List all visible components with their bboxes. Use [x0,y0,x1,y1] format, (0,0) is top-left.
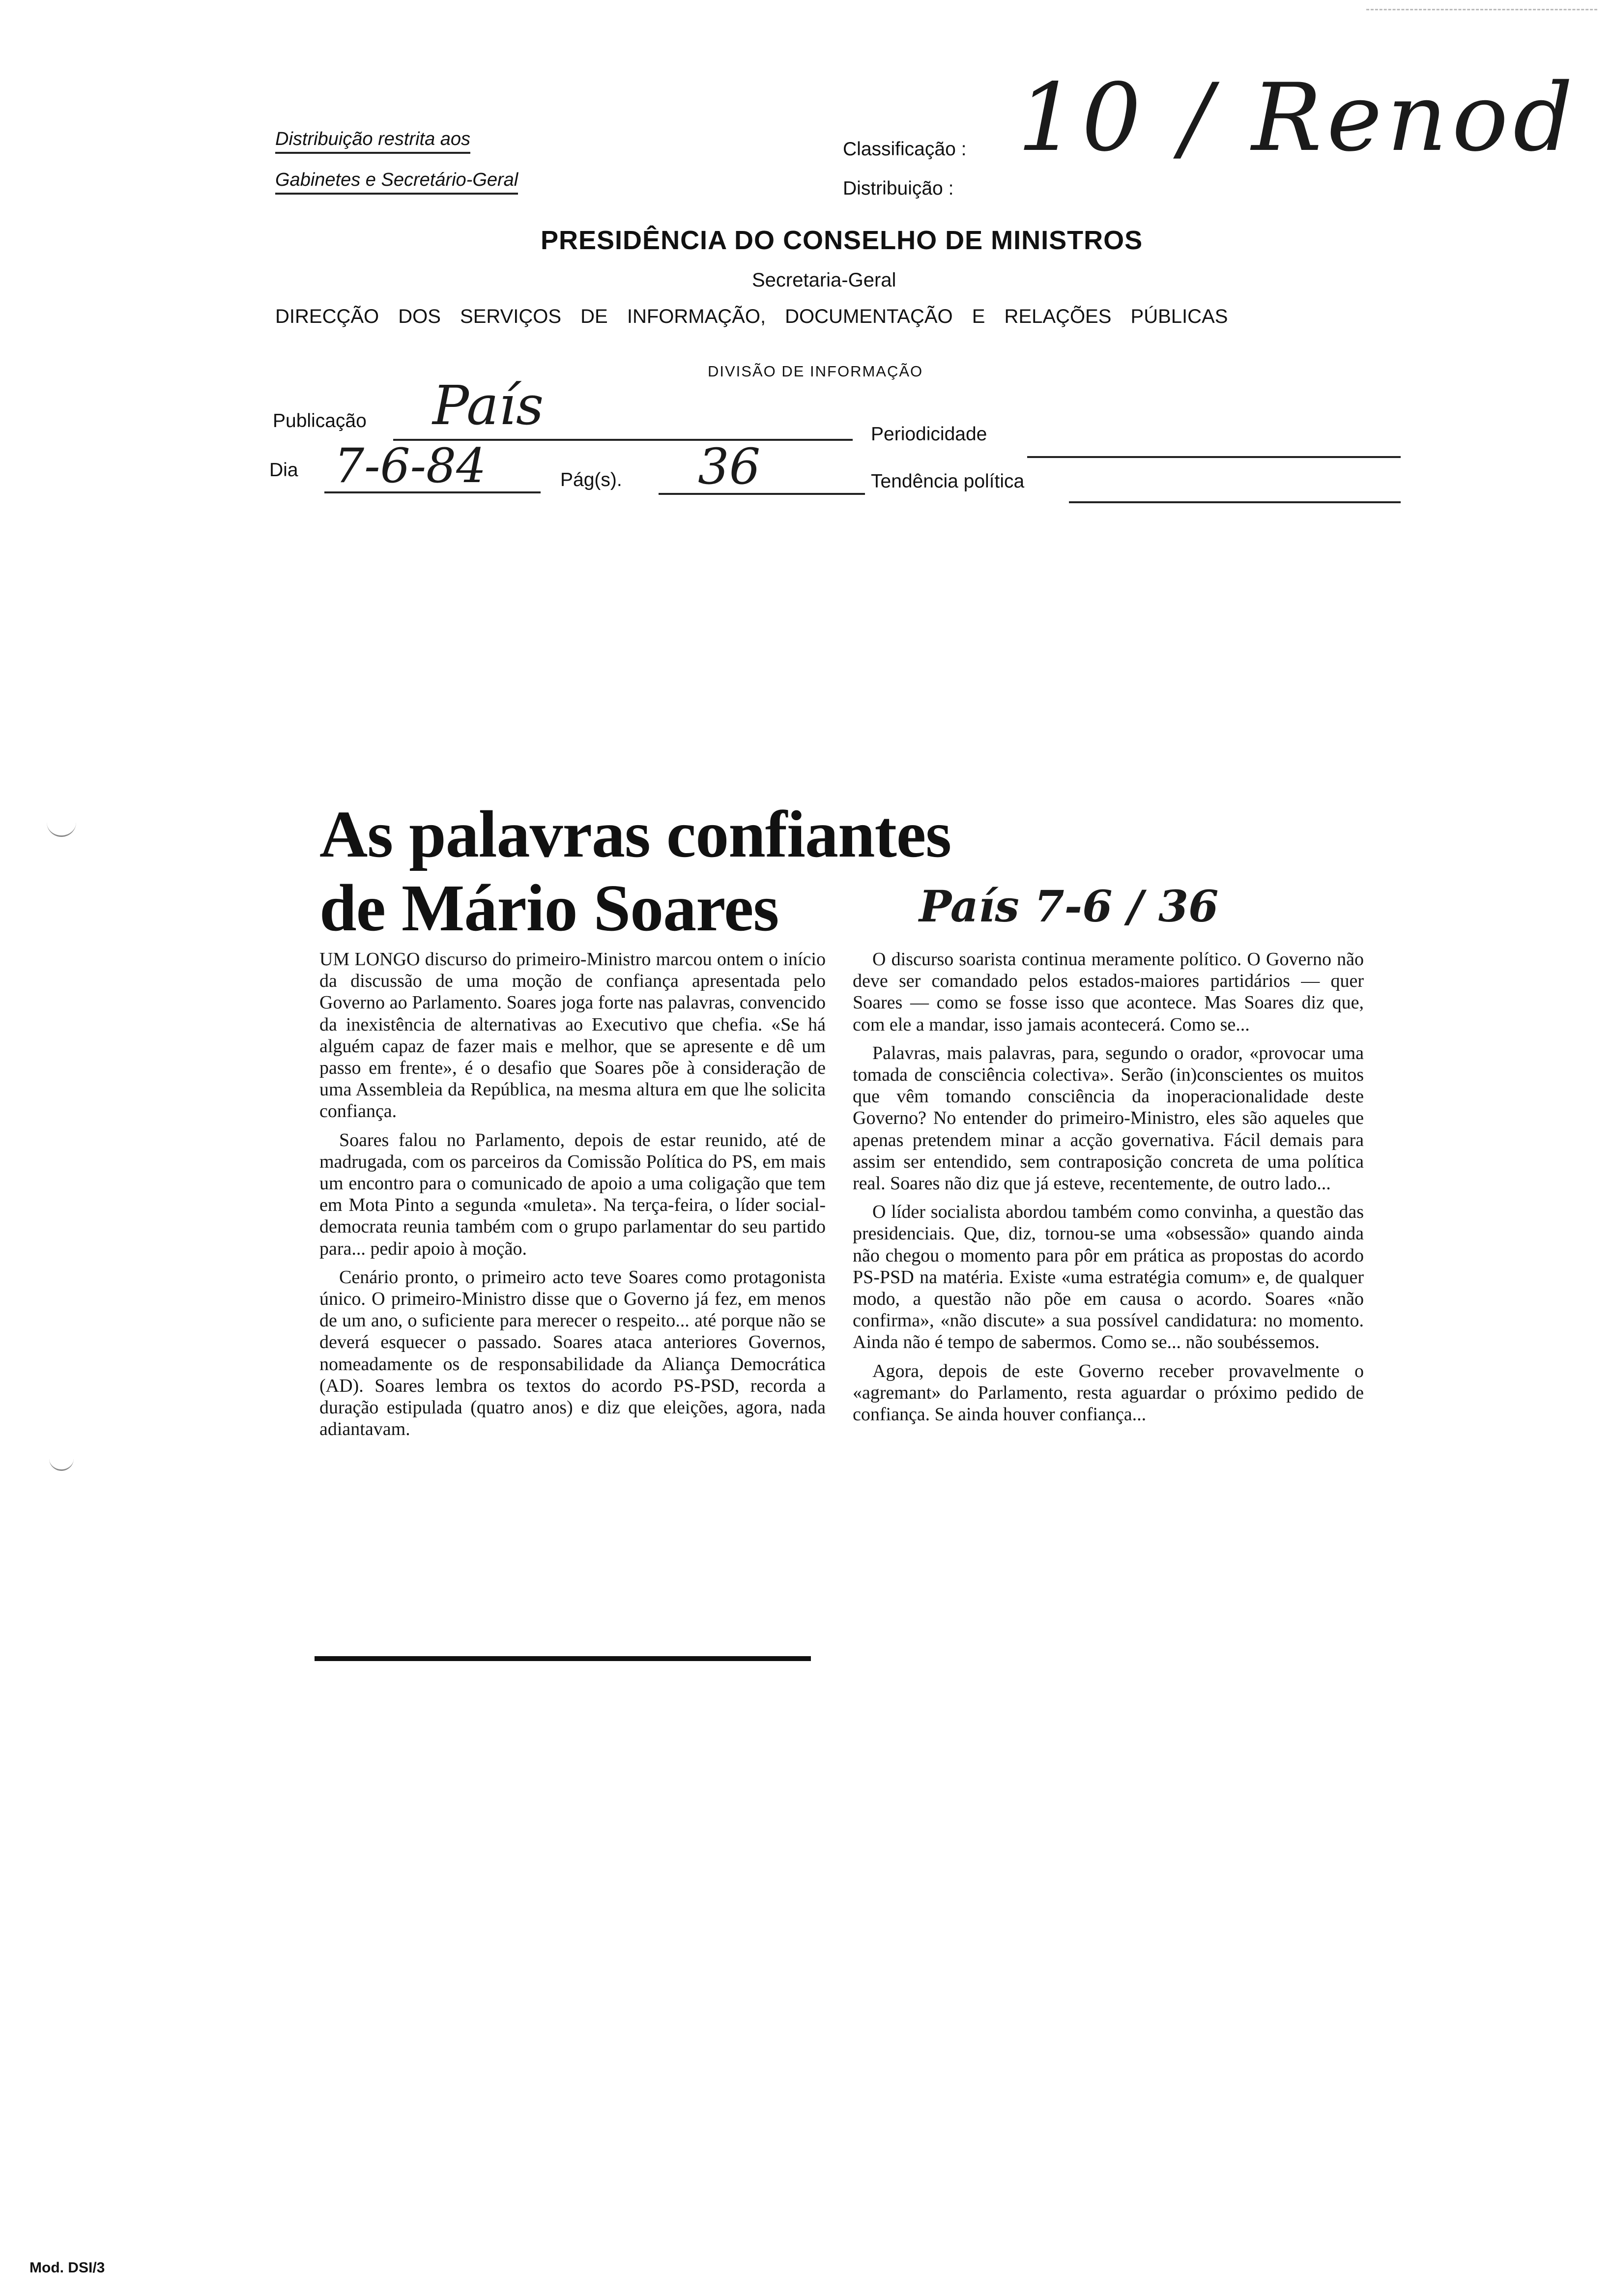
restricted-distribution-line2: Gabinetes e Secretário-Geral [275,170,518,195]
article-right-column [853,948,1364,1432]
paragraph: Agora, depois de este Governo receber provavelmente o «agremant» do Parlamento, resta aguardar o próximo pedido de confiança. Se ainda houver confiança... [853,1360,1364,1425]
distribution-label: Distribuição : [843,178,954,199]
paragraph: UM LONGO discurso do primeiro-Ministro marcou ontem o início da discussão de uma moção de confiança apresentada pelo Governo ao Parlamento. Soares joga forte nas palavras, convencido da inexistência de alternativas ao Executivo que chefia. «Se há alguém capaz de fazer mais e melhor, que se apresente e dê um passo em frente», é o desafio que Soares põe à consideração de uma Assembleia da República, na mesma altura em que lhe solicita confiança. [319,949,826,1122]
secretariat-heading: Secretaria-Geral [752,269,896,291]
publication-label: Publicação [273,410,367,431]
scan-mark [47,816,76,837]
paragraph: Palavras, mais palavras, para, segundo o orador, «provocar uma tomada de consciência colectiva». Serão (in)conscientes os muitos que vêm tomando consciência da inoperacionalidade deste Governo? No entender do primeiro-Ministro, eles são aqueles que apenas pretendem minar a acção governativa. Fácil demais para assim ser entendido, sem contraposição concreta de uma política real. Soares não diz que já esteve, recentemente, de outro lado... [853,1042,1364,1194]
periodicity-label: Periodicidade [871,424,987,445]
restricted-distribution-line1: Distribuição restrita aos [275,129,470,154]
article-handwritten-reference: País 7-6 / 36 [919,881,1219,932]
division-heading: DIVISÃO DE INFORMAÇÃO [708,363,923,380]
periodicity-underline [1027,456,1401,458]
tendency-underline [1069,501,1401,503]
pages-value: 36 [698,438,761,495]
day-underline [324,491,541,493]
article-title-line2: de Mário Soares [319,871,779,945]
day-label: Dia [269,459,298,481]
form-code: Mod. DSI/3 [29,2260,105,2276]
paragraph: Cenário pronto, o primeiro acto teve Soares como protagonista único. O primeiro-Ministro disse que o Governo já fez, em menos de um ano, o suficiente para merecer o respeito... até porque não se deverá esquecer o passado. Soares ataca anteriores Governos, nomeadamente os de responsabilidade da Aliança Democrática (AD). Soares lembra os textos do acordo PS-PSD, recorda a duração estipulada (quatro anos) e diz que eleições, agora, nada adiantavam. [319,1266,826,1440]
publication-value: País [432,374,544,437]
day-value: 7-6-84 [334,438,487,493]
article-bottom-rule [315,1656,811,1661]
handwritten-annotation: 10 / Renod [1017,63,1578,172]
paragraph: O líder socialista abordou também como convinha, a questão das presidenciais. Que, diz, tornou-se uma «obsessão» quando ainda não chegou o momento para pôr em prática as propostas do acordo PS-PSD na matéria. Existe «uma estratégia comum» e, de qualquer modo, a questão não põe em causa o acordo. Soares «não confirma», «não discute» a sua possível candidatura: no momento. Ainda não é tempo de sabermos. Como se... não soubéssemos. [853,1202,1364,1353]
paragraph: Soares falou no Parlamento, depois de estar reunido, até de madrugada, com os parceiros da Comissão Política do PS, em mais um encontro para o comunicado de apoio a uma coligação que tem em Mota Pinto a segunda «muleta». Na terça-feira, o líder social-democrata reunia também com o grupo parlamentar do seu partido para... pedir apoio à moção. [319,1129,826,1259]
article-left-column [319,948,826,1447]
scan-mark [49,1455,74,1471]
classification-label: Classificação : [843,139,967,160]
pages-underline [659,493,865,495]
scan-edge-mark [1366,9,1597,10]
article-title-line1: As palavras confiantes [319,798,951,871]
presidency-heading: PRESIDÊNCIA DO CONSELHO DE MINISTROS [541,226,1143,255]
pages-label: Pág(s). [560,469,622,490]
directorate-heading: DIRECÇÃO DOS SERVIÇOS DE INFORMAÇÃO, DOCUMENTAÇÃO E RELAÇÕES PÚBLICAS [275,306,1228,327]
tendency-label: Tendência política [871,471,1025,492]
paragraph: O discurso soarista continua meramente político. O Governo não deve ser comandado pelos estados-maiores partidários — quer Soares — como se fosse isso que acontece. Mas Soares diz que, com ele a mandar, isso jamais acontecerá. Como se... [853,949,1364,1035]
